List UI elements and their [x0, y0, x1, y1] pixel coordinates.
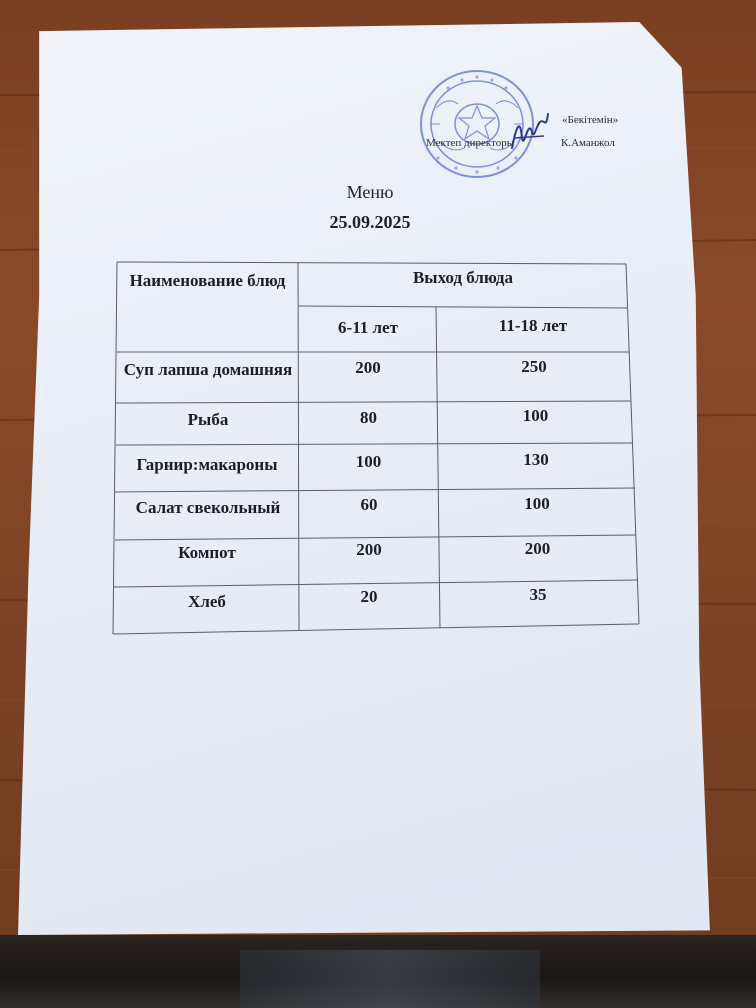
dish-name-cell: Компот	[178, 543, 236, 562]
menu-date: 25.09.2025	[329, 212, 411, 232]
portion-11-18-cell: 200	[524, 539, 551, 558]
portion-11-18-cell: 35	[529, 585, 547, 604]
portion-6-11-cell: 100	[355, 452, 382, 471]
dish-name-cell: Рыба	[187, 410, 229, 429]
dish-name-cell: Салат свекольный	[135, 498, 281, 517]
portion-11-18-cell: 250	[521, 357, 547, 376]
floor-highlight	[240, 950, 540, 1008]
col-header-age-11-18: 11-18 лет	[498, 316, 568, 335]
approved-label: «Бекітемін»	[562, 114, 619, 126]
portion-6-11-cell: 80	[360, 408, 377, 427]
portion-11-18-cell: 100	[524, 494, 550, 513]
col-header-dish-name: Наименование блюд	[129, 271, 286, 290]
portion-6-11-cell: 200	[356, 540, 382, 559]
dish-name-cell: Суп лапша домашняя	[123, 360, 293, 379]
director-name: К.Аманжол	[561, 137, 615, 149]
menu-paper-sheet	[18, 22, 724, 935]
page-title: Меню	[346, 182, 394, 202]
dish-name-cell: Гарнир:макароны	[136, 455, 278, 474]
director-title: Мектеп директоры	[426, 137, 515, 149]
portion-11-18-cell: 100	[522, 406, 549, 425]
portion-6-11-cell: 20	[360, 587, 378, 606]
dish-name-cell: Хлеб	[188, 592, 226, 611]
portion-11-18-cell: 130	[523, 450, 549, 469]
col-header-output: Выход блюда	[412, 268, 514, 287]
portion-6-11-cell: 200	[355, 358, 381, 377]
col-header-age-6-11: 6-11 лет	[338, 318, 398, 337]
portion-6-11-cell: 60	[360, 495, 378, 514]
